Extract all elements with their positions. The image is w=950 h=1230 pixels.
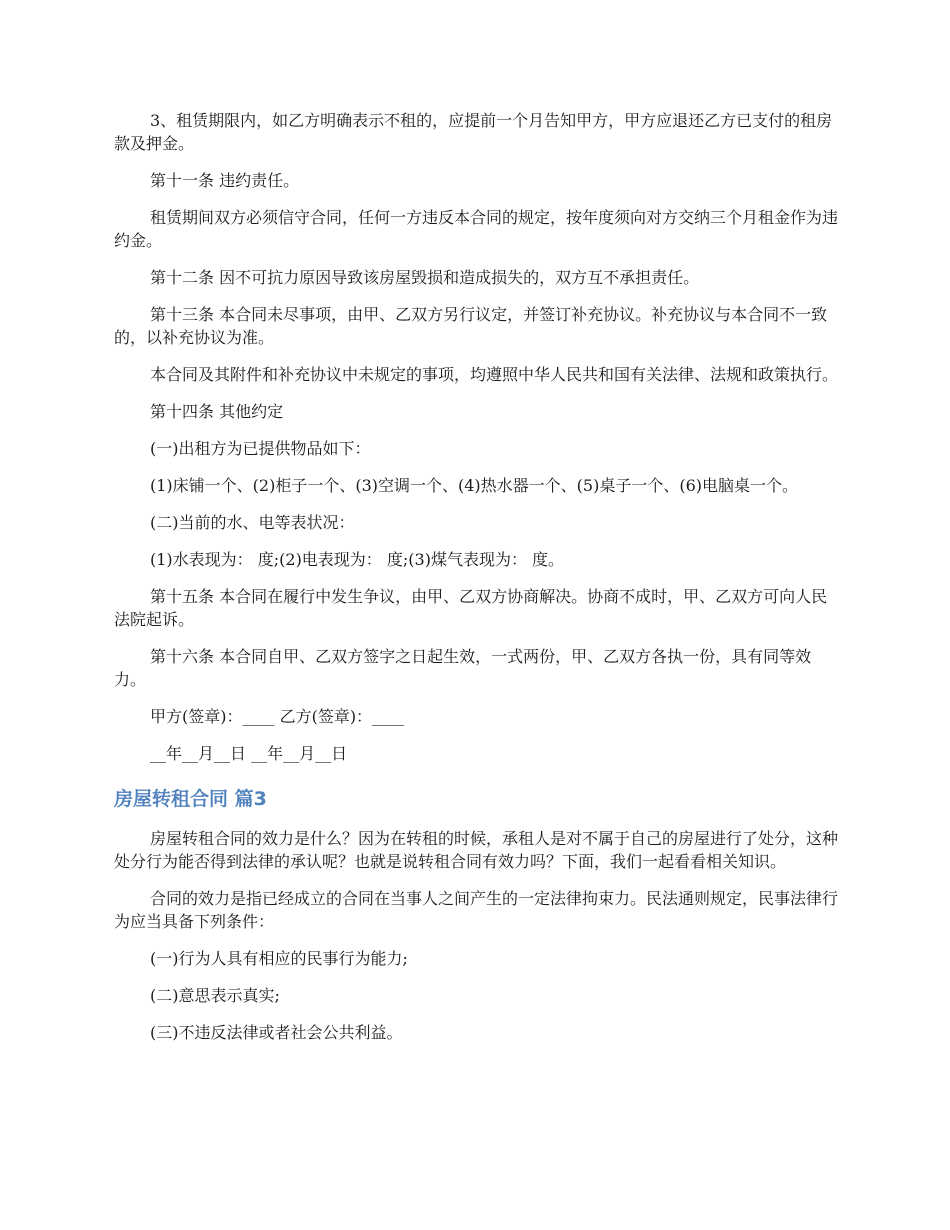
section-heading: 房屋转租合同 篇3 xyxy=(114,788,267,810)
paragraph: 3、租赁期限内，如乙方明确表示不租的，应提前一个月告知甲方，甲方应退还乙方已支付的租房款及押金。 xyxy=(114,111,833,153)
paragraph: 本合同及其附件和补充协议中未规定的事项，均遵照中华人民共和国有关法律、法规和政策执行。 xyxy=(150,365,839,384)
paragraph: 房屋转租合同的效力是什么？因为在转租的时候，承租人是对不属于自己的房屋进行了处分，这种处分行为能否得到法律的承认呢？也就是说转租合同有效力吗？下面，我们一起看看相关知识。 xyxy=(114,829,839,871)
signature-line: 甲方(签章)：____ 乙方(签章)：____ xyxy=(150,707,405,726)
paragraph: (1)床铺一个、(2)柜子一个、(3)空调一个、(4)热水器一个、(5)桌子一个、(6)电脑桌一个。 xyxy=(150,476,798,495)
paragraph: (1)水表现为： 度;(2)电表现为： 度;(3)煤气表现为： 度。 xyxy=(150,550,565,569)
paragraph: 合同的效力是指已经成立的合同在当事人之间产生的一定法律拘束力。民法通则规定，民事法律行为应当具备下列条件： xyxy=(114,889,839,931)
paragraph: 第十五条 本合同在履行中发生争议，由甲、乙双方协商解决。协商不成时，甲、乙双方可向人民法院起诉。 xyxy=(114,587,828,629)
paragraph: (二)意思表示真实; xyxy=(150,986,280,1005)
paragraph: (二)当前的水、电等表状况： xyxy=(150,513,355,532)
paragraph: 第十四条 其他约定 xyxy=(150,402,284,421)
paragraph: 第十六条 本合同自甲、乙双方签字之日起生效，一式两份，甲、乙双方各执一份，具有同等效力。 xyxy=(114,647,812,689)
paragraph: (一)出租方为已提供物品如下： xyxy=(150,439,371,458)
date-line: __年__月__日 __年__月__日 xyxy=(150,744,348,763)
paragraph: 第十三条 本合同未尽事项，由甲、乙双方另行议定，并签订补充协议。补充协议与本合同不一致的，以补充协议为准。 xyxy=(114,305,828,347)
paragraph: 第十二条 因不可抗力原因导致该房屋毁损和造成损失的，双方互不承担责任。 xyxy=(150,268,700,287)
paragraph: (三)不违反法律或者社会公共利益。 xyxy=(150,1023,403,1042)
paragraph: 第十一条 违约责任。 xyxy=(150,171,300,190)
paragraph: 租赁期间双方必须信守合同，任何一方违反本合同的规定，按年度须向对方交纳三个月租金作为违约金。 xyxy=(114,208,839,250)
paragraph: (一)行为人具有相应的民事行为能力; xyxy=(150,949,408,968)
